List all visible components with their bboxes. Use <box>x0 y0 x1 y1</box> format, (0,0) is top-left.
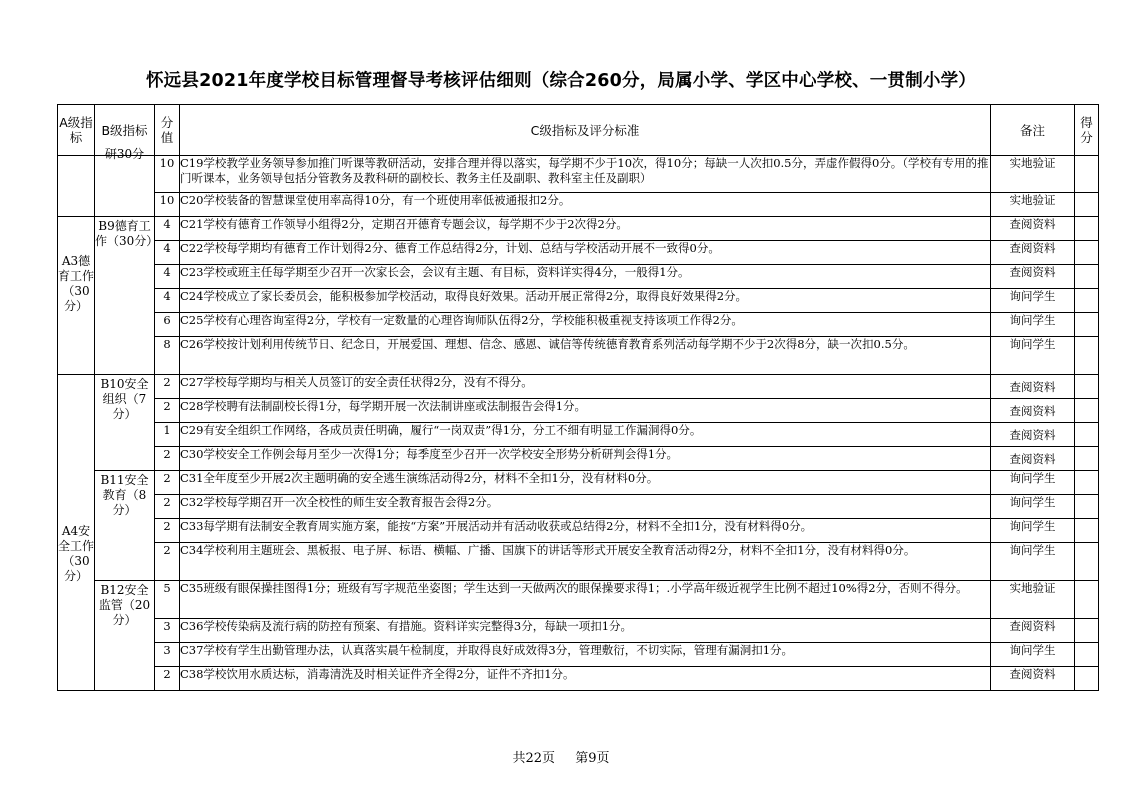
b-level-cell <box>95 375 155 471</box>
header-note: 备注 <box>991 105 1075 156</box>
got-score-cell[interactable] <box>1075 265 1099 289</box>
b-level-cell <box>95 147 155 217</box>
a-level-label: A3德育工作（30分） <box>58 253 95 313</box>
table-row <box>58 217 1099 241</box>
table-row <box>58 399 1099 423</box>
note-cell: 查阅资料 <box>991 217 1075 241</box>
table-row <box>58 543 1099 581</box>
b-level-label: 研30分 <box>104 147 145 161</box>
score-cell: 4 <box>155 241 180 265</box>
table-row <box>58 423 1099 447</box>
table-row <box>58 156 1099 193</box>
criteria-cell: C36学校传染病及流行病的防控有预案、有措施。资料详实完整得3分，每缺一项扣1分。 <box>180 619 991 643</box>
criteria-cell: C37学校有学生出勤管理办法，认真落实晨午检制度，并取得良好成效得3分，管理敷衍，不切实际，管理有漏洞扣1分。 <box>180 643 991 667</box>
got-score-cell[interactable] <box>1075 581 1099 619</box>
score-cell: 2 <box>155 447 180 471</box>
table-row <box>58 241 1099 265</box>
note-cell: 实地验证 <box>991 193 1075 217</box>
a-level-label: A4安全工作（30分） <box>58 523 95 583</box>
table-row <box>58 447 1099 471</box>
got-score-cell[interactable] <box>1075 423 1099 447</box>
criteria-cell: C33每学期有法制安全教育周实施方案，能按“方案”开展活动并有活动收获或总结得2分，材料不全扣1分，没有材料得0分。 <box>180 519 991 543</box>
criteria-cell: C34学校利用主题班会、黑板报、电子屏、标语、横幅、广播、国旗下的讲话等形式开展安全教育活动得2分，材料不全扣1分，没有材料得0分。 <box>180 543 991 581</box>
note-cell: 查阅资料 <box>991 399 1075 423</box>
got-score-cell[interactable] <box>1075 289 1099 313</box>
note-cell: 询问学生 <box>991 643 1075 667</box>
evaluation-table <box>57 104 1099 691</box>
table-row <box>58 337 1099 375</box>
criteria-cell: C26学校按计划利用传统节日、纪念日，开展爱国、理想、信念、感恩、诚信等传统德育教育系列活动每学期不少于2次得8分，缺一次扣0.5分。 <box>180 337 991 375</box>
criteria-cell: C24学校成立了家长委员会，能积极参加学校活动，取得良好效果。活动开展正常得2分，取得良好效果得2分。 <box>180 289 991 313</box>
table-row <box>58 375 1099 399</box>
got-score-cell[interactable] <box>1075 313 1099 337</box>
note-cell: 询问学生 <box>991 337 1075 375</box>
score-cell: 10 <box>155 193 180 217</box>
got-score-cell[interactable] <box>1075 217 1099 241</box>
note-cell: 实地验证 <box>991 156 1075 193</box>
score-cell: 8 <box>155 337 180 375</box>
note-cell: 查阅资料 <box>991 423 1075 447</box>
header-got-score: 得分 <box>1075 105 1099 156</box>
note-cell: 询问学生 <box>991 313 1075 337</box>
score-cell: 1 <box>155 423 180 447</box>
score-cell: 10 <box>155 156 180 193</box>
criteria-cell: C22学校每学期均有德育工作计划得2分、德育工作总结得2分，计划、总结与学校活动开展不一致得0分。 <box>180 241 991 265</box>
table-row <box>58 313 1099 337</box>
score-cell: 4 <box>155 265 180 289</box>
note-cell: 询问学生 <box>991 471 1075 495</box>
b-level-cell <box>95 471 155 581</box>
got-score-cell[interactable] <box>1075 337 1099 375</box>
a-level-cell <box>58 375 95 691</box>
header-c-level: C级指标及评分标准 <box>180 105 991 156</box>
table-row <box>58 619 1099 643</box>
table-row <box>58 519 1099 543</box>
score-cell: 3 <box>155 619 180 643</box>
got-score-cell[interactable] <box>1075 519 1099 543</box>
table-row <box>58 667 1099 691</box>
score-cell: 2 <box>155 495 180 519</box>
note-cell: 询问学生 <box>991 289 1075 313</box>
criteria-cell: C31全年度至少开展2次主题明确的安全逃生演练活动得2分，材料不全扣1分，没有材料0分。 <box>180 471 991 495</box>
score-cell: 5 <box>155 581 180 619</box>
score-cell: 2 <box>155 543 180 581</box>
table-row <box>58 643 1099 667</box>
table-row <box>58 495 1099 519</box>
score-cell: 2 <box>155 375 180 399</box>
a-level-cell <box>58 217 95 375</box>
table-row <box>58 265 1099 289</box>
criteria-cell: C29有安全组织工作网络，各成员责任明确，履行“一岗双责”得1分，分工不细有明显工作漏洞得0分。 <box>180 423 991 447</box>
criteria-cell: C27学校每学期均与相关人员签订的安全责任状得2分，没有不得分。 <box>180 375 991 399</box>
got-score-cell[interactable] <box>1075 193 1099 217</box>
criteria-cell: C19学校教学业务领导参加推门听课等教研活动，安排合理并得以落实，每学期不少于10次，得10分；每缺一人次扣0.5分，弄虚作假得0分。（学校有专用的推门听课本，业务领导包括分管教务及教科研的副校长、教务主任及副职、教科室主任及副职） <box>180 156 991 193</box>
note-cell: 询问学生 <box>991 495 1075 519</box>
document-title: 怀远县2021年度学校目标管理督导考核评估细则（综合260分，局属小学、学区中心学校、一贯制小学） <box>145 71 977 91</box>
page-footer <box>0 747 1122 766</box>
got-score-cell[interactable] <box>1075 667 1099 691</box>
b-level-cell <box>95 581 155 691</box>
table-row <box>58 471 1099 495</box>
score-cell: 2 <box>155 667 180 691</box>
note-cell: 查阅资料 <box>991 241 1075 265</box>
got-score-cell[interactable] <box>1075 643 1099 667</box>
got-score-cell[interactable] <box>1075 375 1099 399</box>
note-cell: 查阅资料 <box>991 375 1075 399</box>
got-score-cell[interactable] <box>1075 619 1099 643</box>
criteria-cell: C20学校装备的智慧课堂使用率高得10分，有一个班使用率低被通报扣2分。 <box>180 193 991 217</box>
note-cell: 查阅资料 <box>991 619 1075 643</box>
score-cell: 2 <box>155 471 180 495</box>
b-level-cell <box>95 217 159 375</box>
table-row <box>58 581 1099 619</box>
criteria-cell: C38学校饮用水质达标，消毒清洗及时相关证件齐全得2分，证件不齐扣1分。 <box>180 667 991 691</box>
criteria-cell: C28学校聘有法制副校长得1分，每学期开展一次法制讲座或法制报告会得1分。 <box>180 399 991 423</box>
note-cell: 查阅资料 <box>991 265 1075 289</box>
got-score-cell[interactable] <box>1075 543 1099 581</box>
score-cell: 2 <box>155 519 180 543</box>
criteria-cell: C25学校有心理咨询室得2分，学校有一定数量的心理咨询师队伍得2分，学校能积极重视支持该项工作得2分。 <box>180 313 991 337</box>
table-row <box>58 289 1099 313</box>
header-a-level: A级指标 <box>58 105 95 156</box>
note-cell: 查阅资料 <box>991 447 1075 471</box>
criteria-cell: C32学校每学期召开一次全校性的师生安全教育报告会得2分。 <box>180 495 991 519</box>
got-score-cell[interactable] <box>1075 241 1099 265</box>
score-cell: 3 <box>155 643 180 667</box>
note-cell: 实地验证 <box>991 581 1075 619</box>
header-b-level: B级指标 <box>95 105 155 156</box>
note-cell: 询问学生 <box>991 543 1075 581</box>
score-cell: 4 <box>155 289 180 313</box>
got-score-cell[interactable] <box>1075 156 1099 193</box>
score-cell: 6 <box>155 313 180 337</box>
got-score-cell[interactable] <box>1075 495 1099 519</box>
criteria-cell: C35班级有眼保操挂图得1分；班级有写字规范坐姿图；学生达到一天做两次的眼保操要求得1；.小学高年级近视学生比例不超过10%得2分，否则不得分。 <box>180 581 991 619</box>
note-cell: 查阅资料 <box>991 667 1075 691</box>
a-level-cell <box>58 156 95 217</box>
total-pages: 共22页 <box>512 751 556 766</box>
score-cell: 4 <box>155 217 180 241</box>
b-level-label: B11安全教育（8分） <box>100 473 149 517</box>
current-page: 第9页 <box>575 751 610 766</box>
note-cell: 询问学生 <box>991 519 1075 543</box>
criteria-cell: C23学校或班主任每学期至少召开一次家长会，会议有主题、有目标，资料详实得4分，一般得1分。 <box>180 265 991 289</box>
header-score: 分值 <box>155 105 180 156</box>
b-level-label: B12安全监管（20分） <box>98 583 151 627</box>
score-cell: 2 <box>155 399 180 423</box>
table-row <box>58 193 1099 217</box>
criteria-cell: C30学校安全工作例会每月至少一次得1分；每季度至少召开一次学校安全形势分析研判会得1分。 <box>180 447 991 471</box>
b-level-label: B9德育工作（30分） <box>95 219 159 248</box>
criteria-cell: C21学校有德育工作领导小组得2分，定期召开德育专题会议，每学期不少于2次得2分。 <box>180 217 991 241</box>
got-score-cell[interactable] <box>1075 447 1099 471</box>
got-score-cell[interactable] <box>1075 399 1099 423</box>
b-level-label: B10安全组织（7分） <box>100 377 149 421</box>
got-score-cell[interactable] <box>1075 471 1099 495</box>
table-header-row <box>58 105 1099 156</box>
